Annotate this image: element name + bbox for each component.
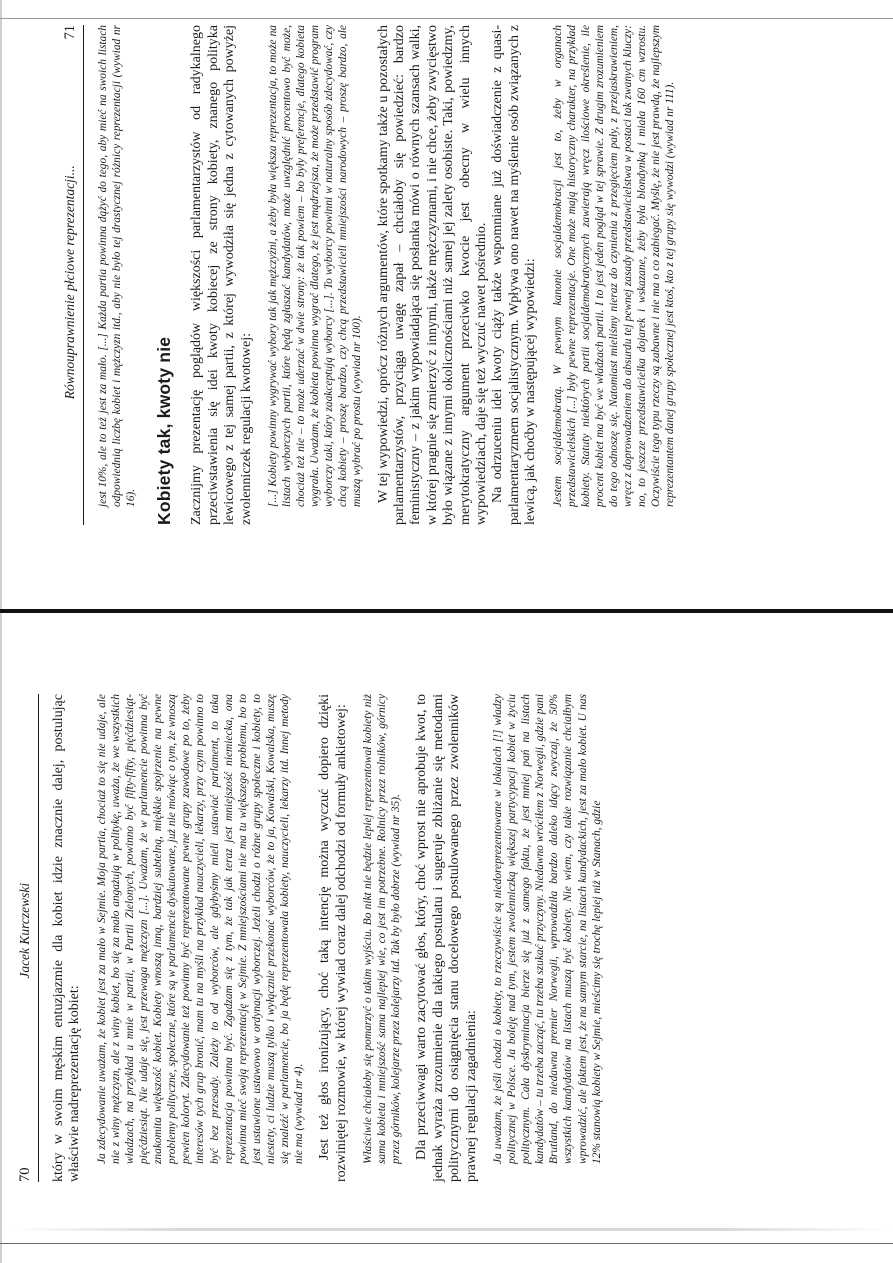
body-paragraph: Na odrzuceniu idei kwoty ciąży także wspomniane już doświadczenie z quasi-parlamentaryzmem socjalistycznym. Wpływa ono nawet na myślenie osób związanych z lewicą, jak choćby w następującej wypowiedzi: — [489, 24, 538, 525]
running-head — [17, 694, 39, 1182]
scan-artifact-line — [0, 1243, 893, 1244]
page-number: 70 — [16, 1167, 33, 1182]
interview-quote: Właściwie chciałoby się pomarzyć o takim wyjściu. Bo nikt nie będzie lepiej reprezentował kobiety niż sama kobieta i mniejszość sama najlepiej wie, co jest im potrzebne. Rolnicy przez rolników, górnicy przez górników, kolejarze przez kolejarzy itd. Tak by było dobrze (wywiad nr 35). — [361, 693, 402, 1164]
scan-artifact-smear — [10, 1228, 890, 1231]
body-paragraph: Dla przeciwwagi warto zacytować głos, który, choć wprost nie aprobuje kwot, to jednak wyraża zrozumienie dla takiego postulatu i sugeruje zbliżanie się metodami politycznymi do osiągnięcia stanu docelowego postulowanego przez zwolenników prawnej regulacji zagadnienia: — [413, 693, 479, 1182]
body-paragraph: Jest też głos ironizujący, choć taką intencję można wyczuć dopiero dzięki rozwiniętej rozmowie, w której wywiad coraz dalej odchodzi od formuły ankietowej: — [316, 693, 349, 1182]
running-head-title: Równouprawnienie płciowe reprezentacji... — [61, 164, 77, 399]
interview-quote: jest 10%, ale to też jest za mało. [...] Każda partia powinna dążyć do tego, aby mieć na swoich listach odpowiednią liczbę kobiet i mężczyzn itd., aby nie było tej drastycznej różnicy reprezentacji (wywiad nr 16). — [96, 24, 137, 507]
book-gutter — [0, 609, 893, 613]
running-head — [62, 25, 84, 525]
book-page-right — [2, 5, 892, 585]
interview-quote: [...] Kobiety powinny wygrywać wybory tak jak mężczyźni, a żeby była większa reprezentacja, to może na listach wyborczych partii, które będą zgłaszać kandydatów, może uwzględnić procentowo być może, chociaż też nie – to może uderzać w dwie strony: że tak powiem – bo były preferencje, dlatego kobieta wygrała. Uważam, że kobieta powinna wygrać dlatego, że jest mądrzejsza, że może przedstawić program wyborczy taki, który zaakceptują wyborcy [...]. To wyborcy powinni w naturalny sposób zdecydować, czy chcą kobiety – proszę bardzo, czy chcą przedstawicieli mniejszości narodowych – proszę bardzo, ale muszą wybrać po prostu (wywiad nr 100). — [266, 24, 363, 507]
body-paragraph: który w swoim męskim entuzjazmie dla kobiet idzie znacznie dalej, postulując właściwie nadreprezentację kobiet: — [50, 693, 82, 1182]
body-paragraph: Zacznijmy prezentację poglądów większości parlamentarzystów od radykalnego przeciwstawienia się idei kwoty kobiecej ze strony kobiety, znanego polityka lewicowego z tej samej partii, z której wywodziła się jedna z cytowanych powyżej zwolenniczek regulacji kwotowej: — [188, 24, 253, 525]
book-page-left — [2, 642, 892, 1222]
running-head-title: Jacek Kurczewski — [16, 882, 32, 979]
interview-quote: Jestem socjaldemokratą. W pewnym kanonie socjaldemokracji jest to, żeby w organach przedstawicielskich [...] były pewne reprezentacje. One może mają historyczny charakter, na przykład kobiety. Statuty niektórych partii socjaldemokratycznych zawierają wręcz ilościowe określenie, ile procent kobiet ma być we władzach partii. I to jest jeden pogląd w tej sprawie. Z drugim zrozumieniem do tego odnoszę się. Natomiast mieliśmy nieraz do czynienia z przegięciem pały, z przejaskrawieniem, wręcz z doprowadzeniem do absurdu tej pewnej zasady przedstawicielstwa w postaci tak zwanych kluczy: no, to jeszcze przedstawicielka dojarek i wskazane, żeby była blondynką i miała 160 cm wzrostu. Oczywiście tego typu rzeczy są zabawne i nie ma o co zabiegać. Myślę, że nie jest prawdą, że najlepszym reprezentantem danej grupy społecznej jest ktoś, kto z tej grupy się wywodzi (wywiad nr 111). — [551, 24, 676, 507]
body-paragraph: W tej wypowiedzi, oprócz różnych argumentów, które spotkamy także u pozostałych parlamentarzystów, przyciąga uwagę zapał – chciałoby się powiedzieć: bardzo feministyczny – z jakim wypowiadająca się posłanka mówi o równych szansach walki, w której pragnie się zmierzyć z innymi, także mężczyznami, i nie chce, żeby zwycięstwo było wiązane z innymi okolicznościami niż samej jej zalety osobiste. Taki, powiedzmy, merytokratyczny argument przeciwko kwocie jest obecny w wielu innych wypowiedziach, daje się też wyczuć nawet pośrednio. — [375, 24, 489, 525]
page-content — [2, 5, 892, 585]
page-content — [2, 642, 892, 1222]
interview-quote: Ja zdecydowanie uważam, że kobiet jest za mało w Sejmie. Moja partia, chociaż to się nie udaje, ale nie z winy mężczyzn, ale z winy kobiet, bo się za mało angażują w politykę, uważa, że we wszystkich władzach, na przykład u mnie w partii, w Partii Zielonych, powinno być fifty-fifty, pięćdziesiąt-pięćdziesiąt. Nie udaje się, jest przewaga mężczyzn [...]. Uważam, że w parlamencie powinna być znakomita większość kobiet. Kobiety wnoszą inną, bardziej subtelną, miękkie spojrzenie na pewne problemy polityczne, społeczne, które są w parlamencie dyskutowane, już nie mówiąc o tym, że wnoszą pewien koloryt. Zdecydowanie też powinny być reprezentowane pewne grupy zawodowe po to, żeby interesów tych grup bronić, mam tu na myśli na przykład nauczycieli, lekarzy, przy czym powinno to być bez przesady. Zależy to od wyborców, ale gdybyśmy mieli ustawiać parlament, to taka reprezentacja powinna być. Zgadzam się z tym, że tak jak teraz jest mniejszość niemiecka, ona powinna mieć swoją reprezentację w Sejmie. Z mniejszościami nie ma tu większego problemu, bo to jest ustawione ustawowo w ordynacji wyborczej. Jeżeli chodzi o różne grupy społeczne i kobiety, to niestety, ci ludzie muszą tylko i wyłącznie przekonać wyborców, że to ja, Kowalski, Kowalska, muszę się znaleźć w parlamencie, bo ja będę reprezentowała kobiety, nauczycieli, lekarzy itd. Innej metody nie ma (wywiad nr 4). — [95, 693, 305, 1164]
interview-quote: Ja uważam, że jeśli chodzi o kobiety, to rzeczywiście są niedoreprezentowane w lokalach [!] władzy politycznej w Polsce. Ja boleję nad tym, jestem zwolenniczką większej partycypacji kobiet w życiu politycznym. Cała dyskryminacja bierze się już z samego faktu, że jest mniej pań na listach kandydatów – tu trzeba zacząć, tu trzeba szukać przyczyny. Niedawno wróciłem z Norwegii, gdzie pani Brutland, do niedawna premier Norwegii, wprowadziła bardzo daleko idący zwyczaj, że 50% wszystkich kandydatów na listach muszą być kobiety. Nie wiem, czy takie rozwiązanie chciałbym wprowadzić, ale faktem jest, że na samym starcie, na listach kandydackich, jest za mało kobiet. U nas 12% stanowią kobiety w Sejmie, mieścimy się trochę lepiej niż w Stanach, gdzie — [491, 693, 603, 1164]
page-number: 71 — [61, 24, 78, 39]
section-heading: Kobiety tak, kwoty nie — [153, 336, 174, 525]
